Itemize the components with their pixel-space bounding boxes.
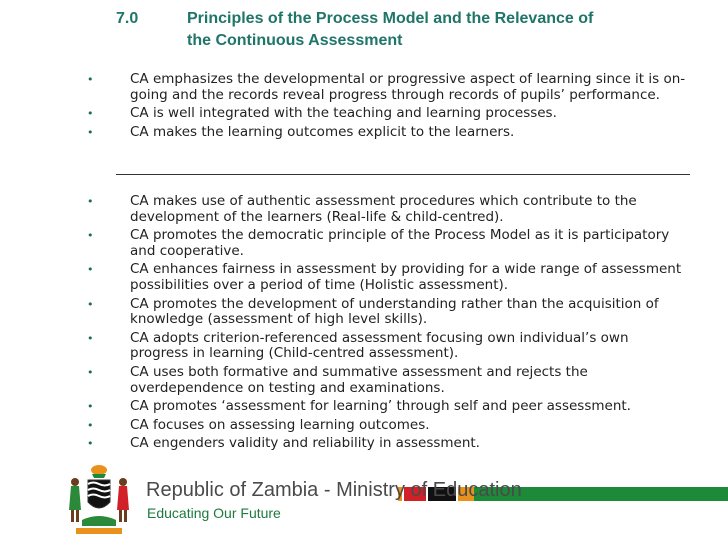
bullet-item	[86, 228, 686, 259]
bullet-list-lower	[86, 194, 686, 455]
bullet-item	[86, 106, 686, 122]
bullet-text: CA promotes the development of understanding rather than the acquisition of knowledge (assessment of high level skills).	[130, 295, 659, 328]
section-number: 7.0	[116, 10, 139, 27]
bullet-item	[86, 125, 686, 141]
bullet-item	[86, 399, 686, 415]
bullet-text: CA enhances fairness in assessment by providing for a wide range of assessment possibilities over a period of time (Holistic assessment).	[130, 261, 682, 293]
bullet-icon: •	[87, 437, 94, 451]
bullet-icon: •	[87, 125, 94, 139]
bullet-item	[86, 418, 686, 434]
bullet-list-upper	[86, 72, 686, 143]
bullet-text: CA makes the learning outcomes explicit to the learners.	[130, 123, 515, 140]
slide-title-line-2: the Continuous Assessment	[187, 32, 403, 49]
bullet-item	[86, 72, 686, 103]
bullet-icon: •	[87, 195, 94, 208]
bullet-item	[86, 297, 686, 328]
bullet-text: CA focuses on assessing learning outcomes.	[130, 416, 430, 433]
bullet-text: CA uses both formative and summative assessment and rejects the overdependence on testing and examinations.	[130, 363, 588, 396]
section-divider	[116, 174, 690, 175]
bullet-text: CA is well integrated with the teaching and learning processes.	[130, 105, 557, 122]
bullet-text: CA promotes the democratic principle of the Process Model as it is participatory and cooperative.	[130, 227, 670, 259]
bullet-text: CA engenders validity and reliability in assessment.	[130, 435, 480, 452]
ministry-tagline: Educating Our Future	[147, 505, 281, 521]
bullet-text: CA promotes ‘assessment for learning’ through self and peer assessment.	[130, 398, 631, 415]
bullet-text: CA emphasizes the developmental or progressive aspect of learning since it is on-going and the records reveal progress through records of pupils’ performance.	[130, 71, 686, 103]
footer-branding	[0, 452, 728, 546]
bullet-item	[86, 194, 686, 225]
bullet-item	[86, 436, 686, 452]
bullet-icon: •	[87, 418, 94, 432]
bullet-icon: •	[87, 107, 94, 121]
bullet-icon: •	[87, 73, 94, 86]
bullet-item	[86, 365, 686, 396]
bullet-icon: •	[87, 365, 94, 379]
bullet-icon: •	[87, 400, 94, 414]
bullet-icon: •	[87, 331, 94, 345]
bullet-icon: •	[87, 297, 94, 311]
bullet-item	[86, 331, 686, 362]
bullet-text: CA adopts criterion-referenced assessment focusing own individual’s own progress in learning (Child-centred assessment).	[130, 329, 629, 362]
bullet-item	[86, 262, 686, 293]
slide-title-line-1: Principles of the Process Model and the Relevance of	[187, 10, 594, 27]
bullet-text: CA makes use of authentic assessment procedures which contribute to the development of the learners (Real-life & child-centred).	[130, 193, 637, 225]
coat-of-arms-icon	[62, 462, 136, 536]
ministry-name: Republic of Zambia - Ministry of Education	[146, 479, 522, 501]
bullet-icon: •	[87, 229, 94, 243]
bullet-icon: •	[87, 263, 94, 277]
